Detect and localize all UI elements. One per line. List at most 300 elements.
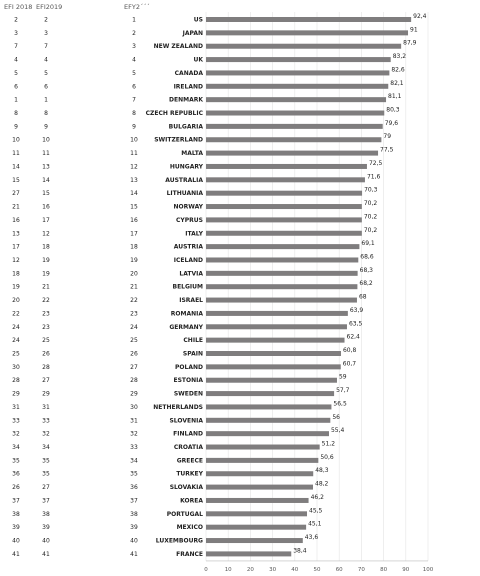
country-label: LUXEMBOURG bbox=[155, 537, 203, 545]
rank-2018: 40 bbox=[12, 537, 20, 545]
data-label: 68,6 bbox=[360, 253, 374, 261]
chart-row bbox=[12, 160, 382, 171]
rank-2018: 32 bbox=[12, 430, 20, 438]
rank-2020: 2 bbox=[132, 29, 136, 37]
data-label: 55,4 bbox=[330, 427, 345, 435]
chart-row bbox=[12, 441, 335, 452]
data-label: 80,3 bbox=[386, 106, 400, 114]
data-label: 70,2 bbox=[363, 226, 378, 234]
country-label: AUSTRALIA bbox=[165, 176, 203, 184]
rank-2020: 9 bbox=[132, 123, 136, 131]
bar bbox=[206, 137, 381, 142]
country-label: ICELAND bbox=[173, 256, 203, 264]
data-label: 72,5 bbox=[368, 159, 383, 167]
rank-2019: 6 bbox=[44, 83, 48, 91]
chart-row bbox=[12, 547, 307, 558]
rank-2018: 10 bbox=[12, 136, 20, 144]
bar bbox=[206, 445, 320, 450]
chart-row bbox=[12, 387, 349, 398]
rank-2020: 33 bbox=[130, 444, 138, 452]
data-label: 70,3 bbox=[364, 186, 378, 194]
bar bbox=[206, 511, 307, 516]
rank-2020: 39 bbox=[130, 524, 138, 532]
rank-2019: 27 bbox=[42, 377, 50, 385]
country-label: CZECH REPUBLIC bbox=[145, 110, 203, 118]
rank-2020: 15 bbox=[130, 203, 138, 211]
data-label: 70,2 bbox=[363, 213, 378, 221]
x-tick-label: 90 bbox=[402, 566, 410, 573]
rank-2020: 32 bbox=[130, 430, 138, 438]
x-tick-label: 100 bbox=[422, 566, 434, 573]
rank-2020: 24 bbox=[130, 323, 138, 331]
chart-row bbox=[14, 53, 406, 64]
rank-2018: 6 bbox=[14, 83, 18, 91]
rank-2020: 34 bbox=[130, 457, 138, 465]
x-tick-label: 30 bbox=[269, 566, 277, 573]
rank-2018: 38 bbox=[12, 510, 20, 518]
rank-2020: 22 bbox=[130, 297, 138, 305]
country-label: BELGIUM bbox=[172, 283, 203, 291]
data-label: 62,4 bbox=[346, 333, 360, 341]
chart-row bbox=[12, 454, 334, 465]
rank-2018: 41 bbox=[12, 550, 20, 558]
rank-2019: 2 bbox=[44, 16, 48, 24]
rank-2018: 21 bbox=[12, 203, 20, 211]
country-label: SLOVAKIA bbox=[169, 484, 203, 492]
rank-2019: 41 bbox=[42, 550, 50, 558]
bar bbox=[206, 97, 386, 102]
rank-2020: 29 bbox=[130, 390, 138, 398]
rank-2019: 40 bbox=[42, 537, 50, 545]
rank-2019: 19 bbox=[42, 256, 50, 264]
rank-2019: 18 bbox=[42, 243, 50, 251]
data-label: 68 bbox=[358, 293, 367, 301]
bar bbox=[206, 111, 384, 116]
country-label: SLOVENIA bbox=[169, 417, 203, 425]
rank-2020: 37 bbox=[130, 497, 138, 505]
chart-row bbox=[12, 360, 356, 371]
rank-2018: 7 bbox=[14, 43, 18, 51]
rank-2018: 22 bbox=[12, 310, 20, 318]
bar bbox=[206, 364, 341, 369]
data-label: 56 bbox=[332, 413, 340, 421]
rank-2020: 19 bbox=[130, 256, 138, 264]
chart-row bbox=[12, 267, 373, 278]
rank-2019: 3 bbox=[44, 29, 48, 37]
country-label: JAPAN bbox=[182, 29, 203, 37]
country-label: SPAIN bbox=[182, 350, 203, 358]
bar bbox=[206, 257, 358, 262]
rank-2019: 31 bbox=[42, 403, 50, 411]
rank-2019: 32 bbox=[42, 430, 50, 438]
header-efy-2020: EFY2´´´ bbox=[124, 3, 150, 11]
chart-row bbox=[12, 347, 356, 358]
data-label: 63,9 bbox=[349, 306, 364, 314]
country-label: HUNGARY bbox=[169, 163, 203, 171]
country-label: NEW ZEALAND bbox=[153, 43, 203, 51]
rank-2019: 7 bbox=[44, 43, 48, 51]
rank-2019: 13 bbox=[42, 163, 50, 171]
chart-row bbox=[12, 173, 380, 184]
rank-2020: 20 bbox=[130, 270, 138, 278]
country-label: IRELAND bbox=[173, 83, 203, 91]
bar bbox=[206, 298, 357, 303]
rank-2018: 35 bbox=[12, 457, 20, 465]
data-label: 91 bbox=[410, 26, 418, 34]
country-label: AUSTRIA bbox=[173, 243, 203, 251]
data-label: 69,1 bbox=[361, 240, 375, 248]
rank-2018: 37 bbox=[12, 497, 20, 505]
rank-2019: 35 bbox=[42, 457, 50, 465]
rank-2020: 41 bbox=[130, 550, 138, 558]
rank-2018: 9 bbox=[14, 123, 18, 131]
rank-2019: 8 bbox=[44, 110, 48, 118]
rank-2019: 21 bbox=[42, 283, 50, 291]
rank-2019: 37 bbox=[42, 497, 50, 505]
country-label: KOREA bbox=[180, 497, 203, 505]
country-label: CANADA bbox=[174, 69, 203, 77]
rank-2019: 26 bbox=[42, 350, 50, 358]
data-label: 83,2 bbox=[392, 53, 407, 61]
rank-2019: 27 bbox=[42, 484, 50, 492]
header-efi-2018: EFI 2018 bbox=[4, 3, 33, 11]
data-label: 45,1 bbox=[308, 520, 322, 528]
chart-row bbox=[12, 320, 362, 331]
data-label: 60,8 bbox=[342, 347, 357, 354]
x-tick-label: 10 bbox=[224, 566, 232, 573]
country-label: ITALY bbox=[185, 230, 203, 238]
x-tick-label: 40 bbox=[291, 566, 299, 573]
country-label: NORWAY bbox=[173, 203, 203, 211]
country-label: UK bbox=[193, 56, 203, 64]
rank-2020: 25 bbox=[130, 337, 138, 345]
rank-2018: 33 bbox=[12, 417, 20, 425]
rank-2019: 35 bbox=[42, 470, 50, 478]
chart-row bbox=[12, 414, 340, 425]
data-label: 45,5 bbox=[309, 507, 323, 515]
x-tick-label: 70 bbox=[357, 566, 365, 573]
chart-row bbox=[12, 253, 374, 264]
country-label: ESTONIA bbox=[173, 377, 203, 385]
rank-2019: 19 bbox=[42, 270, 50, 278]
rank-2018: 2 bbox=[14, 16, 18, 24]
country-label: BULGARIA bbox=[168, 123, 203, 131]
rank-2020: 38 bbox=[130, 510, 138, 518]
rank-2019: 23 bbox=[42, 310, 50, 318]
country-label: LITHUANIA bbox=[166, 190, 203, 198]
chart-row bbox=[12, 240, 375, 251]
data-label: 48,3 bbox=[315, 467, 329, 475]
rank-2019: 14 bbox=[42, 176, 50, 184]
chart-row bbox=[14, 107, 400, 118]
rank-2020: 36 bbox=[130, 484, 138, 492]
country-label: PORTUGAL bbox=[166, 510, 203, 518]
rank-2018: 12 bbox=[12, 256, 20, 264]
data-label: 50,6 bbox=[320, 453, 334, 461]
country-label: FINLAND bbox=[173, 430, 203, 438]
bar bbox=[206, 191, 362, 196]
bar bbox=[206, 391, 334, 396]
data-label: 71,6 bbox=[366, 173, 381, 181]
column-headers bbox=[4, 3, 150, 11]
rank-2020: 23 bbox=[130, 310, 138, 318]
x-tick-label: 0 bbox=[204, 566, 208, 573]
rank-2019: 16 bbox=[42, 203, 50, 211]
chart-row bbox=[14, 40, 417, 51]
rank-2018: 24 bbox=[12, 337, 20, 345]
rank-2019: 9 bbox=[44, 123, 48, 131]
rank-2018: 5 bbox=[14, 69, 18, 77]
rank-2018: 24 bbox=[12, 323, 20, 331]
rank-2018: 1 bbox=[14, 96, 18, 104]
chart-row bbox=[12, 481, 328, 492]
rank-2020: 3 bbox=[132, 43, 136, 51]
data-label: 57,7 bbox=[336, 387, 350, 395]
rank-2020: 8 bbox=[132, 110, 136, 118]
rank-2019: 17 bbox=[42, 216, 50, 224]
country-label: DENMARK bbox=[169, 96, 203, 104]
rank-2018: 16 bbox=[12, 216, 20, 224]
rank-2018: 4 bbox=[14, 56, 18, 64]
bar bbox=[206, 151, 378, 156]
data-label: 56,5 bbox=[333, 400, 347, 408]
data-label: 63,5 bbox=[348, 320, 363, 328]
rank-2019: 12 bbox=[42, 230, 50, 238]
country-label: GERMANY bbox=[169, 323, 203, 331]
data-label: 46,2 bbox=[310, 493, 324, 501]
rank-2020: 26 bbox=[130, 350, 138, 358]
chart-row bbox=[12, 374, 347, 385]
data-label: 43,6 bbox=[304, 534, 319, 542]
rank-2018: 14 bbox=[12, 163, 20, 171]
rank-2018: 30 bbox=[12, 363, 20, 371]
data-label: 59 bbox=[338, 373, 347, 381]
rank-2020: 16 bbox=[130, 216, 138, 224]
rank-2018: 20 bbox=[12, 297, 20, 305]
rank-2020: 28 bbox=[130, 377, 138, 385]
country-label: SWEDEN bbox=[173, 390, 203, 398]
data-label: 92,4 bbox=[413, 13, 427, 20]
bar bbox=[206, 124, 383, 129]
rank-2020: 4 bbox=[132, 56, 136, 64]
data-label: 79 bbox=[383, 133, 392, 141]
rank-2018: 26 bbox=[12, 484, 20, 492]
rank-2018: 25 bbox=[12, 350, 20, 358]
rank-2020: 11 bbox=[130, 150, 138, 158]
rank-2020: 30 bbox=[130, 403, 138, 411]
rank-2018: 28 bbox=[12, 377, 20, 385]
bar bbox=[206, 311, 348, 316]
country-label: FRANCE bbox=[176, 550, 203, 558]
data-label: 77,5 bbox=[380, 146, 394, 154]
country-label: US bbox=[193, 16, 203, 24]
rank-2019: 5 bbox=[44, 69, 48, 77]
rank-2019: 22 bbox=[42, 297, 50, 305]
rank-2019: 33 bbox=[42, 417, 50, 425]
bar bbox=[206, 217, 362, 222]
country-label: TURKEY bbox=[176, 470, 203, 478]
bar bbox=[206, 204, 362, 209]
country-label: NETHERLANDS bbox=[153, 403, 203, 411]
chart-row bbox=[12, 507, 322, 518]
data-label: 87,9 bbox=[403, 39, 417, 47]
rank-2018: 19 bbox=[12, 283, 20, 291]
data-label: 38,4 bbox=[293, 547, 307, 555]
x-axis bbox=[204, 561, 433, 573]
chart-row bbox=[12, 200, 377, 211]
rank-2019: 34 bbox=[42, 444, 50, 452]
bar bbox=[206, 164, 367, 169]
bar bbox=[206, 538, 303, 543]
chart-row bbox=[12, 467, 329, 478]
chart-row bbox=[12, 494, 324, 505]
rank-2019: 23 bbox=[42, 323, 50, 331]
rank-2018: 36 bbox=[12, 470, 20, 478]
bar bbox=[206, 244, 359, 249]
rank-2020: 21 bbox=[130, 283, 138, 291]
data-label: 60,7 bbox=[342, 360, 357, 368]
rank-2020: 5 bbox=[132, 69, 136, 77]
data-label: 48,2 bbox=[315, 480, 329, 488]
bar bbox=[206, 70, 389, 75]
rank-2020: 17 bbox=[130, 230, 138, 238]
rank-2020: 31 bbox=[130, 417, 138, 425]
rank-2020: 1 bbox=[132, 16, 136, 24]
country-label: MEXICO bbox=[176, 524, 203, 532]
country-label: MALTA bbox=[181, 150, 203, 158]
data-label: 82,6 bbox=[391, 66, 405, 74]
bar bbox=[206, 231, 362, 236]
bar bbox=[206, 324, 347, 329]
data-label: 81,1 bbox=[388, 93, 402, 101]
data-label: 70,2 bbox=[363, 200, 378, 208]
rank-2018: 15 bbox=[12, 176, 20, 184]
rank-2019: 25 bbox=[42, 337, 50, 345]
rank-2018: 18 bbox=[12, 270, 20, 278]
x-tick-label: 80 bbox=[380, 566, 388, 573]
chart-row bbox=[12, 521, 321, 532]
chart-row bbox=[12, 334, 360, 345]
rank-2019: 11 bbox=[42, 150, 50, 158]
rank-2020: 40 bbox=[130, 537, 138, 545]
bar bbox=[206, 271, 358, 276]
data-label: 68,3 bbox=[359, 266, 373, 274]
chart-row bbox=[14, 66, 405, 77]
bar bbox=[206, 17, 411, 22]
chart-row bbox=[14, 26, 418, 37]
country-label: CYPRUS bbox=[176, 216, 203, 224]
country-label: LATVIA bbox=[179, 270, 203, 278]
chart-row bbox=[14, 93, 401, 104]
bar bbox=[206, 551, 291, 556]
bar bbox=[206, 525, 306, 530]
rank-2018: 13 bbox=[12, 230, 20, 238]
bar bbox=[206, 351, 341, 356]
rank-2018: 17 bbox=[12, 243, 20, 251]
country-label: ISRAEL bbox=[179, 297, 203, 305]
rank-2018: 11 bbox=[12, 150, 20, 158]
bar bbox=[206, 485, 313, 490]
rank-2020: 10 bbox=[130, 136, 138, 144]
country-label: CHILE bbox=[183, 337, 203, 345]
chart-row bbox=[12, 133, 391, 144]
rank-2018: 27 bbox=[12, 190, 20, 198]
x-tick-label: 50 bbox=[313, 566, 321, 573]
rank-2020: 14 bbox=[130, 190, 138, 198]
rank-2020: 7 bbox=[132, 96, 136, 104]
rank-2018: 34 bbox=[12, 444, 20, 452]
rank-2020: 35 bbox=[130, 470, 138, 478]
data-label: 79,6 bbox=[384, 119, 399, 127]
country-label: ROMANIA bbox=[170, 310, 203, 318]
rank-2018: 3 bbox=[14, 29, 18, 37]
country-label: CROATIA bbox=[173, 444, 203, 452]
rank-2020: 12 bbox=[130, 163, 138, 171]
rank-2018: 31 bbox=[12, 403, 20, 411]
data-label: 82,1 bbox=[390, 79, 404, 87]
chart-row bbox=[12, 187, 377, 198]
chart-row bbox=[14, 80, 404, 91]
rank-2018: 8 bbox=[14, 110, 18, 118]
data-label: 51,2 bbox=[321, 440, 336, 448]
chart-row bbox=[14, 13, 427, 24]
rank-2019: 1 bbox=[44, 96, 48, 104]
bar bbox=[206, 404, 331, 409]
bar bbox=[206, 30, 408, 35]
rank-2019: 38 bbox=[42, 510, 50, 518]
bar bbox=[206, 84, 388, 89]
rank-2018: 39 bbox=[12, 524, 20, 532]
header-efi-2019: EFI2019 bbox=[36, 3, 63, 11]
country-label: GREECE bbox=[176, 457, 203, 465]
rank-2020: 13 bbox=[130, 176, 138, 184]
rank-2019: 10 bbox=[42, 136, 50, 144]
x-tick-label: 60 bbox=[335, 566, 343, 573]
chart-row bbox=[12, 307, 363, 318]
rank-2019: 29 bbox=[42, 390, 50, 398]
chart-row bbox=[12, 294, 367, 305]
country-label: SWITZERLAND bbox=[154, 136, 203, 144]
data-label: 68,2 bbox=[359, 280, 373, 288]
bar bbox=[206, 378, 337, 383]
chart-row bbox=[12, 213, 377, 224]
bar bbox=[206, 498, 309, 503]
rank-2019: 15 bbox=[42, 190, 50, 198]
rank-2019: 28 bbox=[42, 363, 50, 371]
bar bbox=[206, 431, 329, 436]
bar bbox=[206, 177, 365, 182]
bar bbox=[206, 284, 357, 289]
rank-2018: 29 bbox=[12, 390, 20, 398]
chart-row bbox=[12, 227, 377, 238]
bar bbox=[206, 418, 330, 423]
country-label: POLAND bbox=[175, 363, 203, 371]
rank-2019: 4 bbox=[44, 56, 48, 64]
chart-row bbox=[12, 280, 373, 291]
rank-2020: 18 bbox=[130, 243, 138, 251]
chart-rows bbox=[12, 13, 426, 558]
chart-row bbox=[12, 147, 393, 158]
bar bbox=[206, 338, 345, 343]
bar bbox=[206, 458, 318, 463]
rank-2020: 6 bbox=[132, 83, 136, 91]
bar bbox=[206, 471, 313, 476]
bar bbox=[206, 57, 391, 62]
rank-2020: 27 bbox=[130, 363, 138, 371]
x-tick-label: 20 bbox=[246, 566, 254, 573]
rank-2019: 39 bbox=[42, 524, 50, 532]
bar bbox=[206, 44, 401, 49]
